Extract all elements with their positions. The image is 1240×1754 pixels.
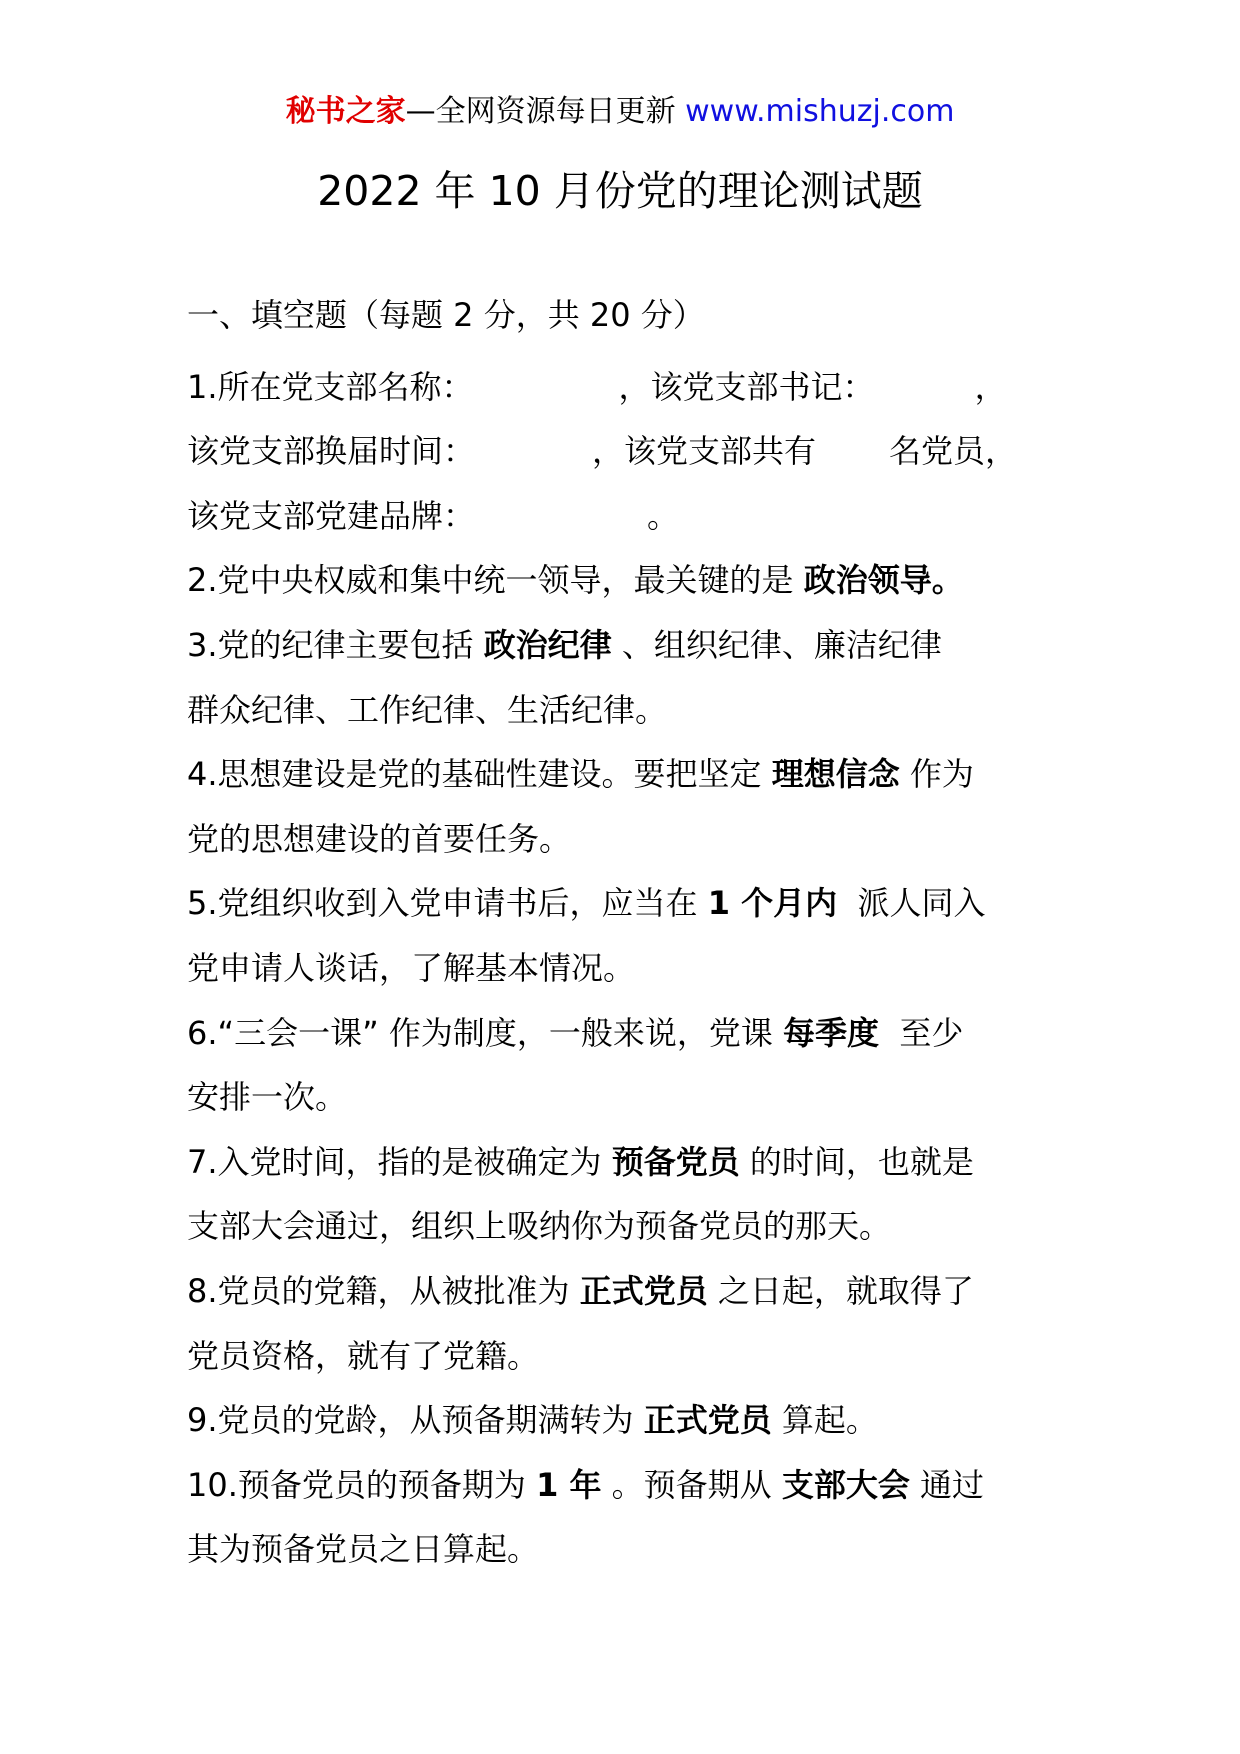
question-5-line-1 [187, 871, 1087, 936]
q7-text-post: 的时间，也就是 [739, 1142, 974, 1181]
q8-text: 8.党员的党籍，从被批准为 [187, 1271, 580, 1310]
question-6-line-2: 安排一次。 [187, 1078, 348, 1117]
q10-text-mid: 。预备期从 [601, 1465, 782, 1504]
q6-answer: 每季度 [783, 1013, 880, 1052]
q6-text: 6.“三会一课” 作为制度，一般来说，党课 [187, 1013, 784, 1052]
q5-text-post: 派人同入 [837, 884, 986, 923]
question-9 [187, 1388, 1087, 1453]
q1-text-comma: ， [974, 367, 1007, 406]
section-heading: 一、填空题（每题 2 分，共 20 分） [187, 296, 705, 334]
question-3-line-1 [187, 613, 1087, 678]
question-4-line-1 [187, 742, 1087, 807]
question-8-line-1 [187, 1259, 1087, 1324]
q6-text-post: 至少 [879, 1013, 964, 1052]
question-4-line-2: 党的思想建设的首要任务。 [187, 819, 572, 858]
q2-answer: 政治领导。 [803, 561, 964, 600]
document-title: 2022 年 10 月份党的理论测试题 [317, 167, 923, 215]
q8-text-post: 之日起，就取得了 [707, 1271, 974, 1310]
q9-answer: 正式党员 [643, 1401, 772, 1440]
q2-text: 2.党中央权威和集中统一领导，最关键的是 [187, 561, 804, 600]
q5-answer: 1 个月内 [707, 884, 838, 923]
q7-text: 7.入党时间，指的是被确定为 [187, 1142, 612, 1181]
site-url-link[interactable]: www.mishuzj.com [685, 94, 955, 129]
q9-text: 9.党员的党龄，从预备期满转为 [187, 1401, 644, 1440]
q4-answer: 理想信念 [771, 755, 900, 794]
q10-text: 10.预备党员的预备期为 [187, 1465, 537, 1504]
question-6-line-1 [187, 1001, 1087, 1066]
question-1-line-3 [187, 484, 1087, 549]
question-1-line-1 [187, 355, 1087, 420]
question-3-line-2: 群众纪律、工作纪律、生活纪律。 [187, 690, 668, 729]
q1-text-secretary: ，该党支部书记： [618, 367, 875, 406]
q8-answer: 正式党员 [579, 1271, 708, 1310]
q10-answer-1: 1 年 [536, 1465, 602, 1504]
q4-text-post: 作为 [899, 755, 974, 794]
question-8-line-2: 党员资格，就有了党籍。 [187, 1336, 540, 1375]
q9-text-post: 算起。 [771, 1401, 878, 1440]
site-slogan: —全网资源每日更新 [405, 94, 676, 129]
question-1-line-2 [187, 419, 1087, 484]
question-7-line-1 [187, 1130, 1087, 1195]
q10-text-post: 通过 [909, 1465, 985, 1504]
q1-text-name: 1.所在党支部名称： [187, 367, 474, 406]
question-5-line-2: 党申请人谈话，了解基本情况。 [187, 948, 636, 987]
q1-text-brand: 该党支部党建品牌： [187, 496, 476, 535]
document-body [187, 290, 1087, 1582]
site-header [0, 92, 1240, 132]
q3-answer: 政治纪律 [483, 625, 612, 664]
q1-text-period: 。 [647, 496, 680, 535]
q1-text-members: 名党员， [889, 432, 1018, 471]
q10-answer-2: 支部大会 [781, 1465, 910, 1504]
q5-text: 5.党组织收到入党申请书后，应当在 [187, 884, 708, 923]
q1-text-count: ，该党支部共有 [592, 432, 817, 471]
q7-answer: 预备党员 [611, 1142, 740, 1181]
q1-text-election: 该党支部换届时间： [187, 432, 476, 471]
brand-name: 秘书之家 [285, 94, 406, 129]
question-2 [187, 548, 1087, 613]
q3-text: 3.党的纪律主要包括 [187, 625, 484, 664]
question-10-line-1 [187, 1453, 1087, 1518]
q3-text-post: 、组织纪律、廉洁纪律 [621, 625, 942, 664]
question-10-line-2: 其为预备党员之日算起。 [187, 1530, 540, 1569]
q4-text: 4.思想建设是党的基础性建设。要把坚定 [187, 755, 772, 794]
question-7-line-2: 支部大会通过，组织上吸纳你为预备党员的那天。 [187, 1207, 892, 1246]
